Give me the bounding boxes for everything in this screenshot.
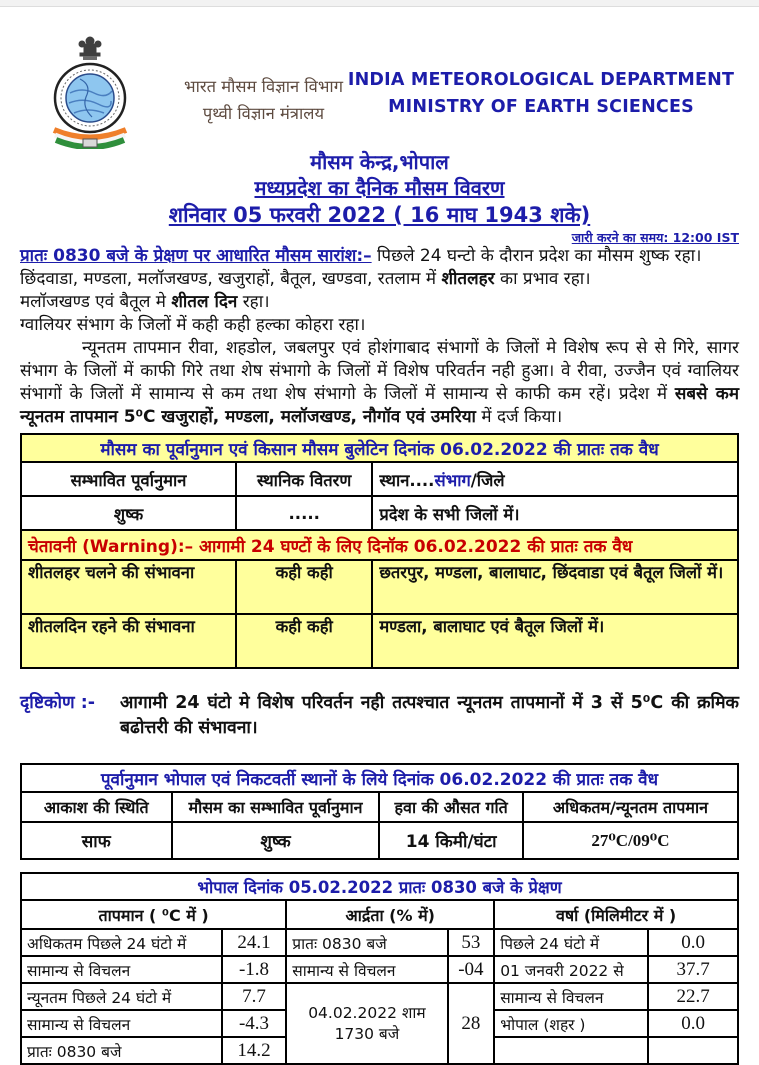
rain-row-value: 0.0	[648, 1010, 738, 1037]
summary-heading-rest: पिछले 24 घन्टो के दौरान प्रदेश का मौसम शुष्क रहा।	[371, 246, 702, 266]
temp-row-value: 24.1	[222, 929, 287, 956]
rain-row-value: 37.7	[648, 956, 738, 983]
humidity-evening-date: 04.02.2022 शाम	[308, 1003, 426, 1022]
forecast-col1-header: सम्भावित पूर्वानुमान	[21, 462, 236, 496]
forecast-warning-table	[20, 433, 739, 669]
rain-row-label: सामान्य से विचलन	[494, 983, 648, 1010]
coldwave-line-post: का प्रभाव रहा।	[494, 269, 591, 289]
rain-row-label	[494, 1037, 648, 1064]
humidity-group-header: आर्द्रता (% में)	[286, 900, 494, 929]
coldday-line-bold: शीतल दिन	[171, 292, 238, 312]
humidity-row-value: 53	[448, 929, 495, 956]
outlook-text: आगामी 24 घंटो मे विशेष परिवर्तन नही तत्पश्चात न्यूनतम तापमानों में 3 सें 5⁰C की क्रमिक बढोत्तरी की संभावना।	[120, 693, 739, 738]
sky-condition-value: साफ	[21, 822, 172, 859]
wind-speed-header: हवा की औसत गति	[379, 792, 522, 822]
temp-row-value: 7.7	[222, 983, 287, 1010]
min-temp-paragraph	[20, 337, 739, 429]
humidity-evening-obs	[286, 983, 447, 1064]
temp-row-value: -1.8	[222, 956, 287, 983]
bulletin-page	[0, 35, 759, 1065]
temp-row-label: अधिकतम पिछले 24 घंटो में	[21, 929, 222, 956]
forecast-col3-header	[372, 462, 738, 496]
wind-speed-value: 14 किमी/घंटा	[379, 822, 522, 859]
header	[20, 35, 739, 149]
division-label: संभाग	[434, 470, 471, 490]
coldday-line	[20, 291, 739, 314]
rain-row-value: 0.0	[648, 929, 738, 956]
temp-row-label: सामान्य से विचलन	[21, 1010, 222, 1037]
observations-title: भोपाल दिनांक 05.02.2022 प्रातः 0830 बजे के प्रेक्षण	[21, 873, 738, 900]
warning-row-type: शीतलहर चलने की संभावना	[21, 560, 236, 614]
place-label: स्थान....	[379, 470, 435, 490]
weather-summary	[20, 245, 739, 429]
temp-row-value: 14.2	[222, 1037, 287, 1064]
viewer-top-strip	[0, 0, 759, 7]
summary-heading: प्रातः 0830 बजे के प्रेक्षण पर आधारित मौसम सारांश:–	[20, 246, 372, 266]
max-min-temp-header: अधिकतम/न्यूनतम तापमान	[523, 792, 738, 822]
likely-forecast-header: मौसम का सम्भावित पूर्वानुमान	[172, 792, 380, 822]
min-temp-post: में दर्ज किया।	[475, 407, 563, 427]
humidity-row-label: सामान्य से विचलन	[286, 956, 447, 983]
title-block	[20, 149, 739, 230]
imd-emblem-icon	[42, 35, 138, 149]
org-name-hindi	[184, 73, 343, 149]
temperature-group-header: तापमान ( ⁰C में )	[21, 900, 286, 929]
centre-name: मौसम केन्द्र,भोपाल	[310, 150, 449, 174]
forecast-col2-header: स्थानिक वितरण	[236, 462, 372, 496]
humidity-row-label: प्रातः 0830 बजे	[286, 929, 447, 956]
city-forecast-title: पूर्वानुमान भोपाल एवं निकटवर्ती स्थानों के लिये दिनांक 06.02.2022 की प्रातः तक वैध	[21, 764, 738, 792]
temp-row-label: न्यूनतम पिछले 24 घंटो में	[21, 983, 222, 1010]
org-name-line1: भारत मौसम विज्ञान विभाग	[184, 77, 343, 96]
sky-condition-header: आकाश की स्थिति	[21, 792, 172, 822]
rain-row-value: 22.7	[648, 983, 738, 1010]
fog-line: ग्वालियर संभाग के जिलों में कही कही हल्का कोहरा रहा।	[20, 315, 366, 335]
forecast-value: शुष्क	[21, 496, 236, 530]
warning-heading: चेतावनी (Warning):– आगामी 24 घण्टों के लिए दिनॉक 06.02.2022 की प्रातः तक वैध	[21, 530, 738, 560]
coldday-line-pre: मलॉजखण्ड एवं बैतूल मे	[20, 292, 172, 312]
warning-row-districts: मण्डला, बालाघाट एवं बैतूल जिलों में।	[372, 614, 738, 668]
coldwave-line	[20, 268, 739, 291]
warning-row-extent: कही कही	[236, 614, 372, 668]
outlook-label: दृष्टिकोण :-	[20, 693, 96, 713]
issue-time: जारी करने का समय: 12:00 IST	[571, 230, 739, 245]
warning-row-type: शीतलदिन रहने की संभावना	[21, 614, 236, 668]
city-forecast-table	[20, 763, 739, 860]
forecast-table-title: मौसम का पूर्वानुमान एवं किसान मौसम बुलेटिन दिनांक 06.02.2022 की प्रातः तक वैध	[21, 434, 738, 462]
district-label: /जिले	[470, 470, 505, 490]
observations-table	[20, 872, 739, 1065]
likely-forecast-value: शुष्क	[172, 822, 380, 859]
org-name-line2: पृथ्वी विज्ञान मंत्रालय	[202, 104, 325, 124]
coldday-line-post: रहा।	[237, 292, 270, 312]
dept-name-english	[343, 67, 739, 149]
bulletin-title: मध्यप्रदेश का दैनिक मौसम विवरण	[254, 176, 505, 200]
humidity-evening-value: 28	[448, 983, 495, 1064]
max-min-temp-value: 27⁰C/09⁰C	[523, 822, 738, 859]
warning-row-extent: कही कही	[236, 560, 372, 614]
place-value: प्रदेश के सभी जिलों में।	[372, 496, 738, 530]
temp-row-label: प्रातः 0830 बजे	[21, 1037, 222, 1064]
outlook-section	[20, 691, 739, 741]
temp-row-value: -4.3	[222, 1010, 287, 1037]
rain-row-label: पिछले 24 घंटो में	[494, 929, 648, 956]
coldwave-line-bold: शीतलहर	[441, 269, 495, 289]
dept-name-line1: INDIA METEOROLOGICAL DEPARTMENT	[347, 70, 735, 90]
bulletin-date: शनिवार 05 फरवरी 2022 ( 16 माघ 1943 शके)	[168, 203, 591, 227]
min-temp-text: न्यूनतम तापमान रीवा, शहडोल, जबलपुर एवं होशंगाबाद संभागों के जिलों मे विशेष रूप से से गिरे, सागर संभाग के जिलों में काफी गिरे तथा शेष संभागो के जिलों में विशेष परिवर्तन नही हुआ। वे रीवा, उज्जैन एवं ग्वालियर संभागों के जिलों में सामान्य से कम तथा शेष संभागो के जिलों में सामान्य से काफी कम रहें। प्रदेश में	[20, 338, 739, 404]
coldwave-line-pre: छिंदवाडा, मण्डला, मलॉजखण्ड, खजुराहों, बैतूल, खण्डवा, रतलाम में	[20, 269, 442, 289]
dept-name-line2: MINISTRY OF EARTH SCIENCES	[388, 97, 694, 118]
summary-paragraph	[20, 245, 739, 268]
rain-row-label: 01 जनवरी 2022 से	[494, 956, 648, 983]
warning-row-districts: छतरपुर, मण्डला, बालाघाट, छिंदवाडा एवं बैतूल जिलों में।	[372, 560, 738, 614]
temp-row-label: सामान्य से विचलन	[21, 956, 222, 983]
rain-row-label: भोपाल (शहर )	[494, 1010, 648, 1037]
rain-row-value	[648, 1037, 738, 1064]
rainfall-group-header: वर्षा (मिलिमीटर में )	[494, 900, 738, 929]
min-temp-highlight: सबसे कम न्यूनतम तापमान 5⁰C खजुराहों, मण्डला, मलॉजखण्ड, नौगॉव एवं उमरिया	[20, 384, 739, 427]
distribution-value: .....	[236, 496, 372, 530]
humidity-row-value: -04	[448, 956, 495, 983]
humidity-evening-time: 1730 बजे	[334, 1024, 400, 1043]
imd-logo	[42, 35, 138, 149]
